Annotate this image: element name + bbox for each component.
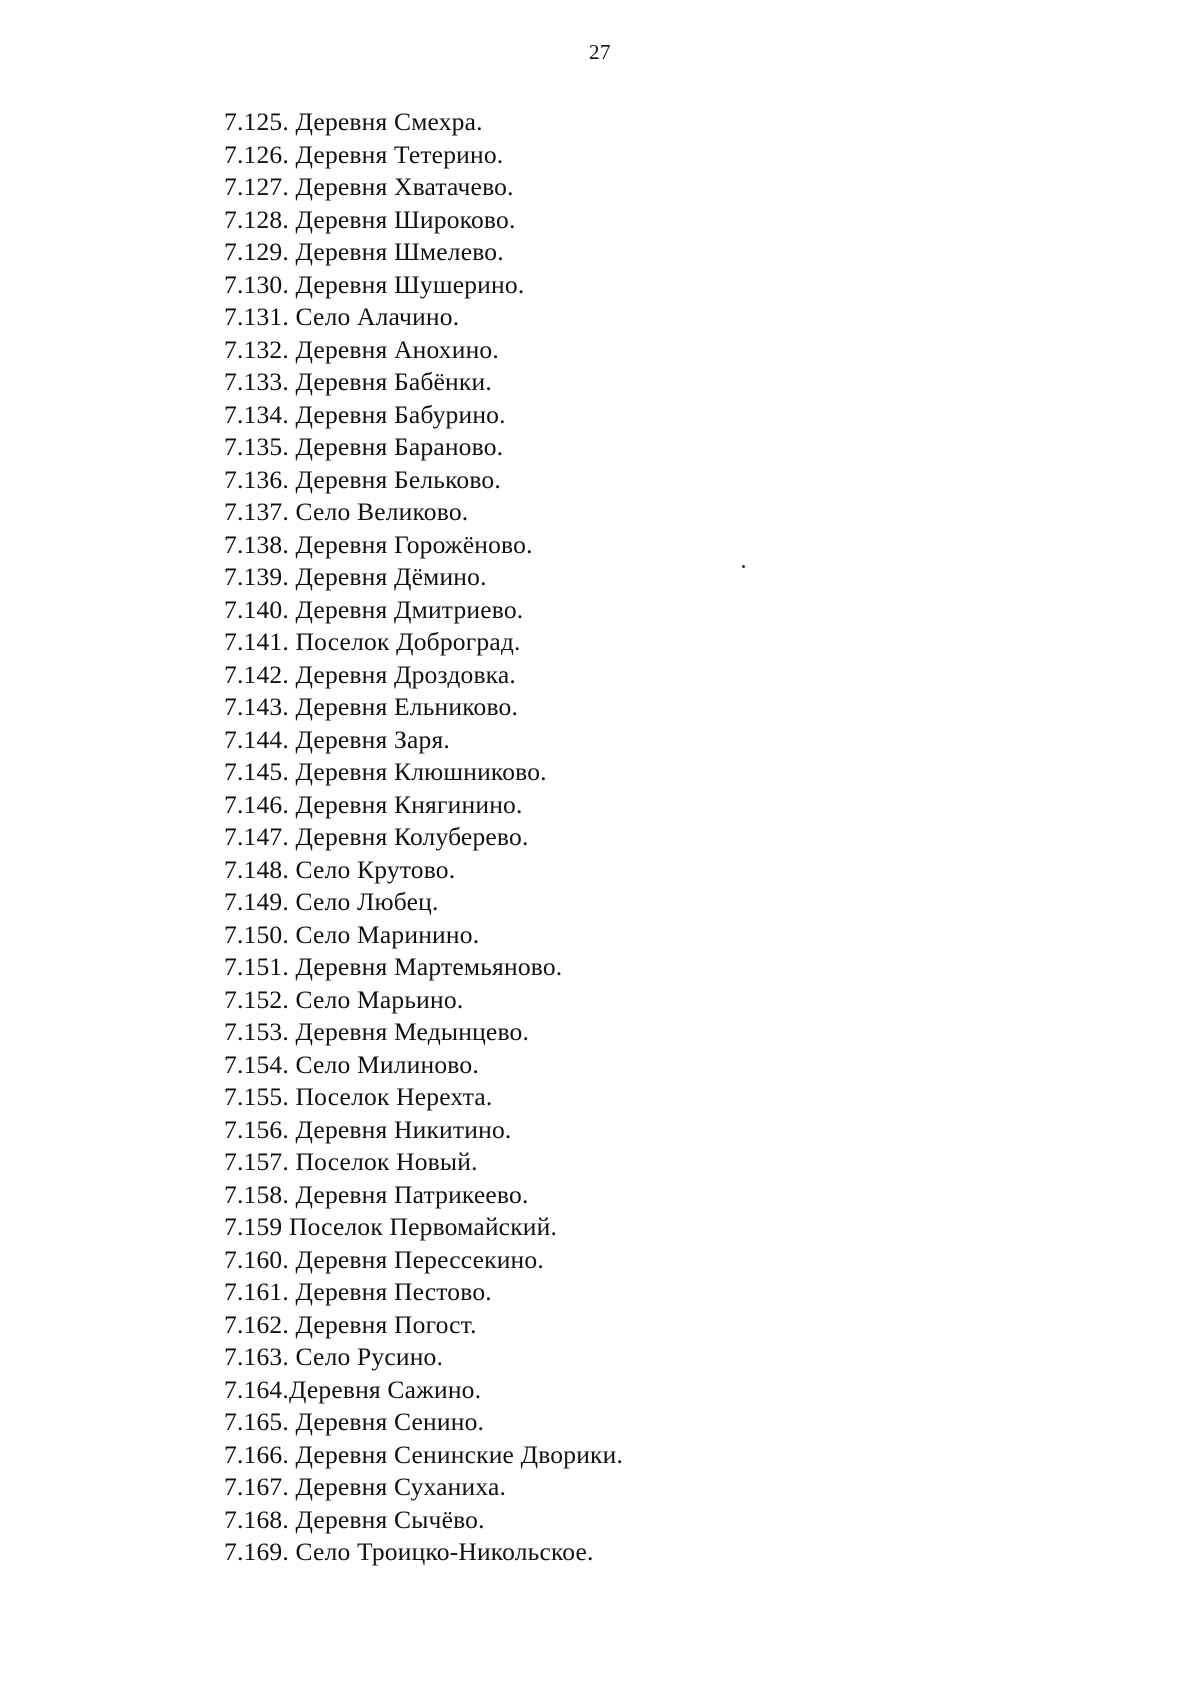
list-item: 7.149. Село Любец. [224,887,439,916]
list-item: 7.168. Деревня Сычёво. [224,1504,485,1534]
list-item: 7.131. Село Алачино. [224,302,460,331]
list-item: 7.138. Деревня Горожёново. [224,529,533,559]
list-item: 7.128. Деревня Широково. [224,204,516,234]
list-item: 7.159 Поселок Первомайский. [224,1212,558,1241]
list-item: 7.136. Деревня Бельково. [224,464,501,494]
list-item: 7.167. Деревня Суханиха. [224,1472,507,1501]
list-item: 7.126. Деревня Тетерино. [224,139,504,169]
settlement-list [224,106,623,1569]
list-item: 7.156. Деревня Никитино. [224,1114,512,1144]
list-item: 7.132. Деревня Анохино. [224,334,499,364]
list-item: 7.148. Село Крутово. [224,854,456,884]
list-item: 7.154. Село Милиново. [224,1049,479,1079]
list-item: 7.166. Деревня Сенинские Дворики. [224,1439,624,1469]
list-item: 7.169. Село Троицко-Никольское. [224,1537,594,1566]
list-item: 7.125. Деревня Смехра. [224,107,483,136]
list-item: 7.144. Деревня Заря. [224,724,450,754]
list-item: 7.139. Деревня Дёмино. [224,562,487,591]
list-item: 7.164.Деревня Сажино. [224,1374,482,1404]
list-item: 7.137. Село Великово. [224,497,469,526]
list-item: 7.153. Деревня Медынцево. [224,1017,530,1046]
list-item: 7.134. Деревня Бабурино. [224,399,506,429]
list-item: 7.133. Деревня Бабёнки. [224,367,492,396]
list-item: 7.152. Село Марьино. [224,984,464,1014]
list-item: 7.135. Деревня Бараново. [224,432,504,461]
list-item: 7.158. Деревня Патрикеево. [224,1179,529,1209]
list-item: 7.165. Деревня Сенино. [224,1407,485,1436]
list-item: 7.142. Деревня Дроздовка. [224,659,516,689]
scan-speck [742,565,745,568]
list-item: 7.140. Деревня Дмитриево. [224,594,524,624]
list-item: 7.145. Деревня Клюшниково. [224,757,547,786]
list-item: 7.129. Деревня Шмелево. [224,237,504,266]
list-item: 7.141. Поселок Доброград. [224,627,521,656]
list-item: 7.150. Село Маринино. [224,919,480,949]
list-item: 7.127. Деревня Хватачево. [224,172,514,201]
list-item: 7.162. Деревня Погост. [224,1309,477,1339]
list-item: 7.161. Деревня Пестово. [224,1277,492,1306]
list-item: 7.151. Деревня Мартемьяново. [224,952,563,981]
list-item: 7.163. Село Русино. [224,1342,444,1371]
list-item: 7.160. Деревня Перессекино. [224,1244,544,1274]
list-item: 7.155. Поселок Нерехта. [224,1082,493,1111]
list-item: 7.157. Поселок Новый. [224,1147,478,1176]
page-number: 27 [589,40,611,64]
list-item: 7.147. Деревня Колуберево. [224,822,529,851]
list-item: 7.146. Деревня Княгинино. [224,789,523,819]
list-item: 7.143. Деревня Ельниково. [224,692,519,721]
list-item: 7.130. Деревня Шушерино. [224,269,525,299]
